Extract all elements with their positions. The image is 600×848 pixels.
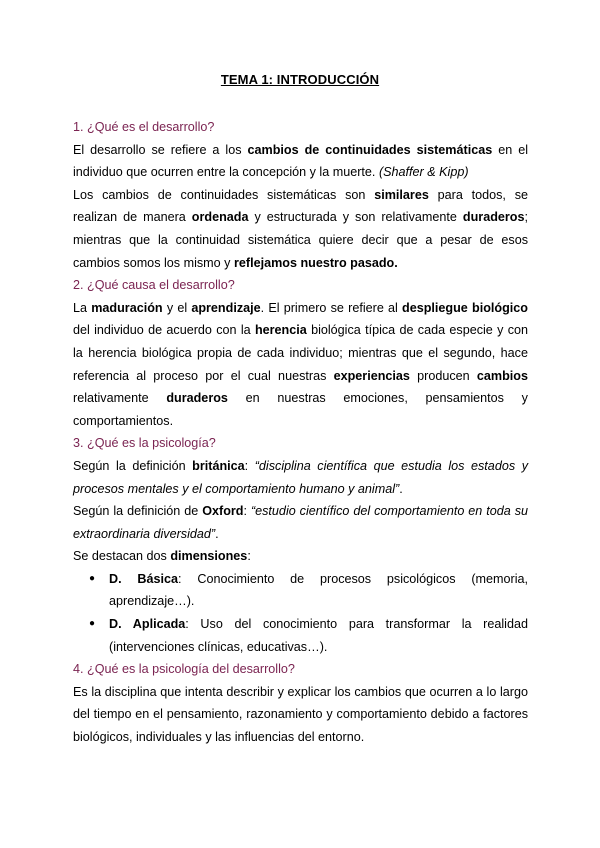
document-body <box>73 116 528 749</box>
section-3-paragraph-2: Según la definición de Oxford: “estudio científico del comportamiento en toda su extraordinaria diversidad”. <box>73 504 529 541</box>
list-item: ● D. Básica: Conocimiento de procesos psicológicos (memoria, aprendizaje…). <box>73 568 528 613</box>
list-item: ● D. Aplicada: Uso del conocimiento para transformar la realidad (intervenciones clínicas, educativas…). <box>73 613 528 658</box>
bullet-icon: ● <box>89 618 96 630</box>
section-1-paragraph-2: Los cambios de continuidades sistemáticas son similares para todos, se realizan de manera ordenada y estructurada y son relativamente duraderos; mientras que la continuidad sistemática quiere decir que a pesar de esos cambios somos los mismo y reflejamos nuestro pasado. <box>73 187 529 270</box>
section-3-paragraph-1: Según la definición británica: “disciplina científica que estudia los estados y procesos mentales y el comportamiento humano y animal”. <box>73 458 528 496</box>
bullet-icon: ● <box>89 572 96 584</box>
page-title: TEMA 1: INTRODUCCIÓN <box>220 72 380 87</box>
dimensions-list <box>73 568 528 658</box>
section-1-paragraph-1: El desarrollo se refiere a los cambios de continuidades sistemáticas en el individuo que ocurren entre la concepción y la muerte. (Shaffer & Kipp) <box>73 142 528 180</box>
section-3-paragraph-3: Se destacan dos dimensiones: <box>73 549 251 564</box>
section-heading-3: 3. ¿Qué es la psicología? <box>73 436 216 451</box>
section-4-paragraph-1: Es la disciplina que intenta describir y explicar los cambios que ocurren a lo largo del tiempo en el pensamiento, razonamiento y comportamiento debido a factores biológicos, individuales y las influencias del entorno. <box>73 684 528 745</box>
section-heading-2: 2. ¿Qué causa el desarrollo? <box>73 278 235 293</box>
section-2-paragraph-1: La maduración y el aprendizaje. El primero se refiere al despliegue biológico del individuo de acuerdo con la herencia biológica típica de cada especie y con la herencia biológica propia de cada individuo; mientras que el segundo, hace referencia al proceso por el cual nuestras experiencias producen cambios relativamente duraderos en nuestras emociones, pensamientos y comportamientos. <box>73 300 529 428</box>
section-heading-1: 1. ¿Qué es el desarrollo? <box>73 120 215 134</box>
section-heading-4: 4. ¿Qué es la psicología del desarrollo? <box>73 662 295 677</box>
